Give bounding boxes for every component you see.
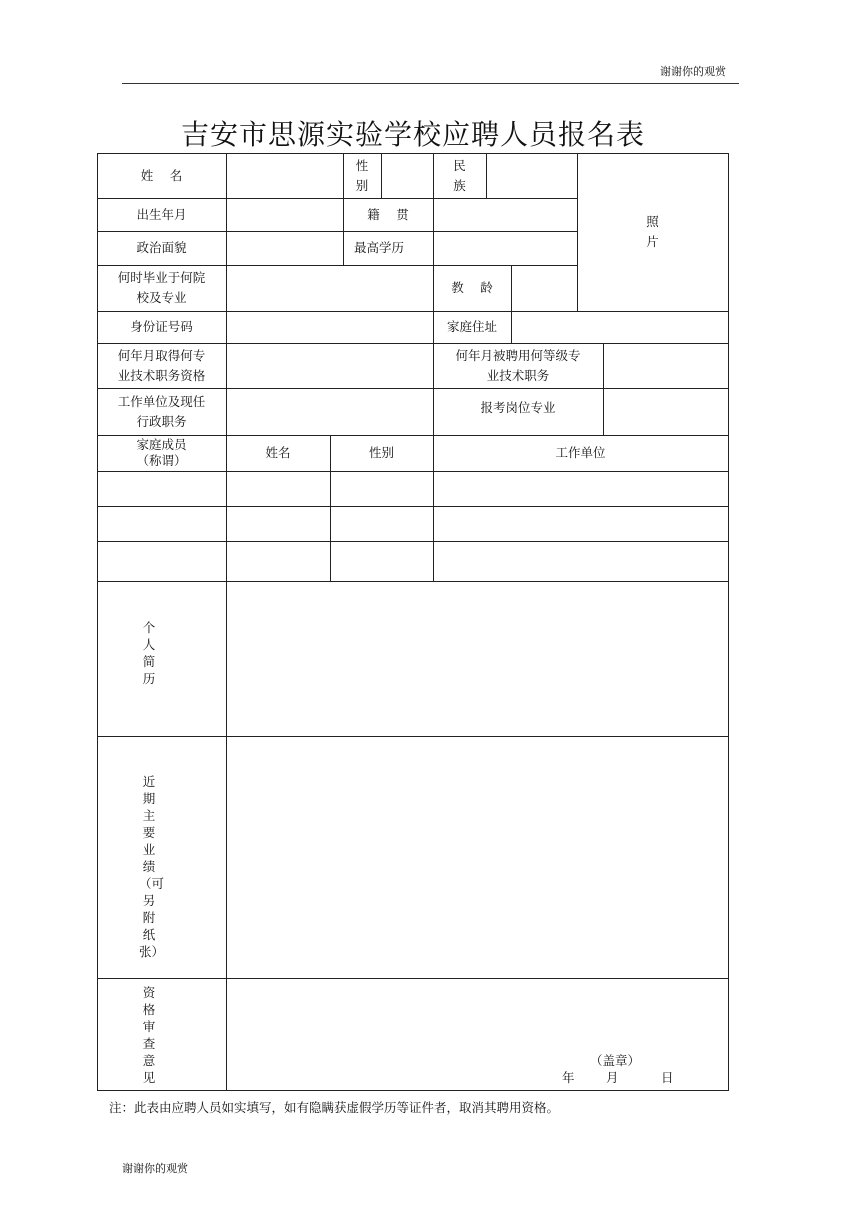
native-place-field[interactable] xyxy=(434,199,577,231)
education-field[interactable] xyxy=(434,232,577,265)
gender-label: 性 别 xyxy=(355,157,369,193)
id-number-field[interactable] xyxy=(227,312,433,343)
family-gender-header: 性别 xyxy=(368,445,394,460)
native-place-label: 籍 贯 xyxy=(367,206,409,222)
table-row[interactable] xyxy=(98,507,728,541)
gender-field[interactable] xyxy=(382,154,433,198)
title-employed-field[interactable] xyxy=(604,344,728,388)
address-label: 家庭住址 xyxy=(446,319,497,334)
id-number-label: 身份证号码 xyxy=(130,319,193,334)
table-border-bottom xyxy=(97,1090,729,1091)
graduation-label: 何时毕业于何院 校及专业 xyxy=(117,270,206,305)
family-member-label: 家庭成员 （称谓） xyxy=(136,437,187,468)
political-label: 政治面貌 xyxy=(136,240,187,255)
teaching-years-field[interactable] xyxy=(512,266,577,311)
ethnicity-field[interactable] xyxy=(487,154,577,198)
teaching-years-label: 教 龄 xyxy=(451,280,493,295)
graduation-field[interactable] xyxy=(227,266,433,311)
political-field[interactable] xyxy=(227,232,343,265)
footnote: 注：此表由应聘人员如实填写，如有隐瞒获虚假学历等证件者，取消其聘用资格。 xyxy=(109,1100,560,1115)
education-label: 最高学历 xyxy=(353,240,404,255)
page-footer-text: 谢谢你的观赏 xyxy=(122,1162,188,1175)
apply-post-field[interactable] xyxy=(604,389,728,435)
address-field[interactable] xyxy=(512,312,728,343)
achievements-field[interactable] xyxy=(227,737,728,978)
birth-field[interactable] xyxy=(227,199,343,231)
date-day-label: 日 xyxy=(661,1070,674,1085)
family-work-header: 工作单位 xyxy=(555,445,606,460)
work-unit-label: 工作单位及现任 行政职务 xyxy=(117,393,206,429)
seal-text: （盖章） xyxy=(590,1053,641,1068)
birth-label: 出生年月 xyxy=(136,206,187,222)
table-row[interactable] xyxy=(98,542,728,581)
achievements-label: 近期主要业绩（可另附纸张） xyxy=(139,774,165,959)
review-field[interactable] xyxy=(227,979,728,1090)
table-row[interactable] xyxy=(98,472,728,506)
title-employed-label: 何年月被聘用何等级专 业技术职务 xyxy=(455,347,581,383)
page-header-text: 谢谢你的观赏 xyxy=(660,65,726,78)
photo-placeholder[interactable]: 照 片 xyxy=(646,214,659,249)
work-unit-field[interactable] xyxy=(227,389,433,435)
header-rule xyxy=(122,83,739,84)
name-field[interactable] xyxy=(227,154,343,198)
resume-field[interactable] xyxy=(227,582,728,736)
title-obtained-field[interactable] xyxy=(227,344,433,388)
title-obtained-label: 何年月取得何专 业技术职务资格 xyxy=(117,347,206,383)
resume-label: 个人简历 xyxy=(142,620,156,686)
date-year-label: 年 xyxy=(562,1070,575,1085)
table-border-right xyxy=(728,153,729,1090)
review-label: 资格审查意见 xyxy=(142,985,156,1085)
date-month-label: 月 xyxy=(606,1070,619,1085)
name-label: 姓 名 xyxy=(140,167,183,183)
apply-post-label: 报考岗位专业 xyxy=(480,400,556,415)
form-title: 吉安市思源实验学校应聘人员报名表 xyxy=(180,118,645,151)
family-name-header: 姓名 xyxy=(265,445,291,460)
ethnicity-label: 民 族 xyxy=(453,157,466,193)
